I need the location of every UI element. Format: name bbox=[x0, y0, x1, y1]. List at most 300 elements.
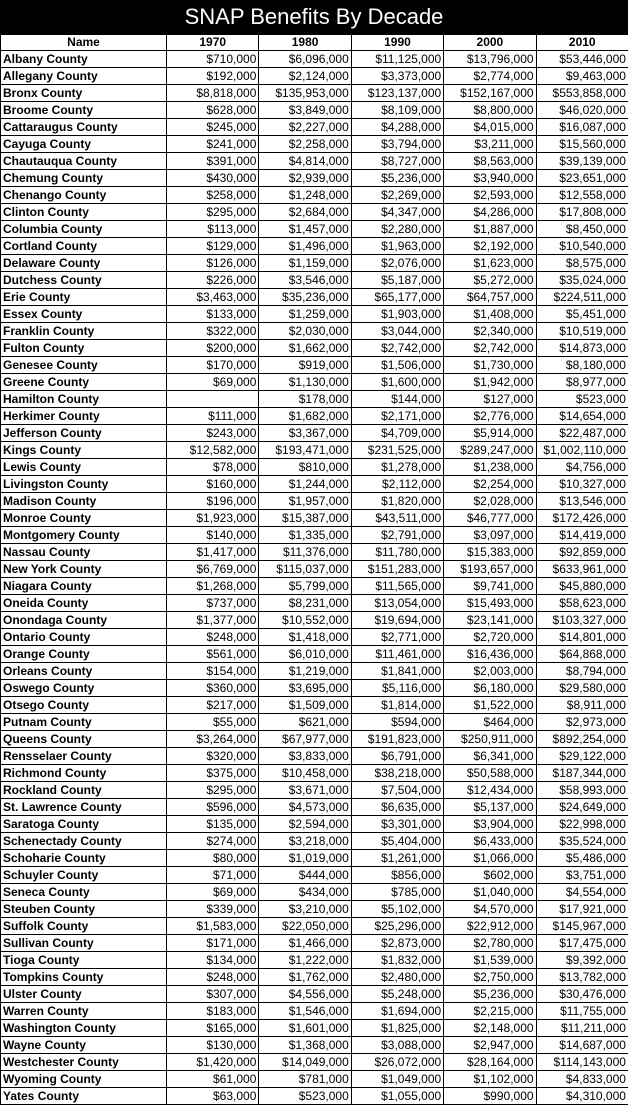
value-1980-cell: $2,684,000 bbox=[259, 204, 351, 221]
county-name-cell: Seneca County bbox=[1, 884, 167, 901]
value-2010-cell: $15,560,000 bbox=[536, 136, 628, 153]
table-row bbox=[1, 170, 628, 187]
county-name-cell: Chemung County bbox=[1, 170, 167, 187]
value-1980-cell: $2,124,000 bbox=[259, 68, 351, 85]
value-1980-cell: $3,849,000 bbox=[259, 102, 351, 119]
value-1970-cell: $69,000 bbox=[167, 374, 259, 391]
value-1970-cell: $245,000 bbox=[167, 119, 259, 136]
value-2000-cell: $5,236,000 bbox=[444, 986, 536, 1003]
value-1970-cell: $360,000 bbox=[167, 680, 259, 697]
value-1980-cell: $1,509,000 bbox=[259, 697, 351, 714]
county-name-cell: Genesee County bbox=[1, 357, 167, 374]
value-1990-cell: $11,780,000 bbox=[351, 544, 443, 561]
county-name-cell: Erie County bbox=[1, 289, 167, 306]
county-name-cell: Bronx County bbox=[1, 85, 167, 102]
county-name-cell: Sullivan County bbox=[1, 935, 167, 952]
value-1980-cell: $1,496,000 bbox=[259, 238, 351, 255]
table-row bbox=[1, 340, 628, 357]
value-1990-cell: $3,044,000 bbox=[351, 323, 443, 340]
county-name-cell: Kings County bbox=[1, 442, 167, 459]
value-2010-cell: $5,486,000 bbox=[536, 850, 628, 867]
value-2000-cell: $13,796,000 bbox=[444, 51, 536, 68]
value-1990-cell: $11,125,000 bbox=[351, 51, 443, 68]
value-2010-cell: $4,554,000 bbox=[536, 884, 628, 901]
table-row bbox=[1, 391, 628, 408]
table-row bbox=[1, 527, 628, 544]
county-name-cell: Saratoga County bbox=[1, 816, 167, 833]
value-1990-cell: $1,903,000 bbox=[351, 306, 443, 323]
table-row bbox=[1, 204, 628, 221]
value-1990-cell: $1,841,000 bbox=[351, 663, 443, 680]
value-1970-cell: $1,923,000 bbox=[167, 510, 259, 527]
table-row bbox=[1, 68, 628, 85]
value-2010-cell: $553,858,000 bbox=[536, 85, 628, 102]
value-1990-cell: $1,832,000 bbox=[351, 952, 443, 969]
value-1970-cell: $320,000 bbox=[167, 748, 259, 765]
value-1980-cell: $1,259,000 bbox=[259, 306, 351, 323]
value-1970-cell: $8,818,000 bbox=[167, 85, 259, 102]
table-row bbox=[1, 765, 628, 782]
county-name-cell: Otsego County bbox=[1, 697, 167, 714]
table-row bbox=[1, 323, 628, 340]
value-2010-cell: $10,519,000 bbox=[536, 323, 628, 340]
value-1990-cell: $856,000 bbox=[351, 867, 443, 884]
value-2000-cell: $2,148,000 bbox=[444, 1020, 536, 1037]
value-1980-cell: $434,000 bbox=[259, 884, 351, 901]
column-header-2010: 2010 bbox=[536, 35, 628, 51]
value-1970-cell: $61,000 bbox=[167, 1071, 259, 1088]
table-row bbox=[1, 748, 628, 765]
table-row bbox=[1, 459, 628, 476]
table-title: SNAP Benefits By Decade bbox=[0, 0, 628, 34]
value-2010-cell: $30,476,000 bbox=[536, 986, 628, 1003]
value-1970-cell: $133,000 bbox=[167, 306, 259, 323]
value-2010-cell: $4,833,000 bbox=[536, 1071, 628, 1088]
value-1970-cell: $71,000 bbox=[167, 867, 259, 884]
county-name-cell: Richmond County bbox=[1, 765, 167, 782]
table-row bbox=[1, 493, 628, 510]
column-header-1970: 1970 bbox=[167, 35, 259, 51]
county-name-cell: Oneida County bbox=[1, 595, 167, 612]
value-2000-cell: $1,887,000 bbox=[444, 221, 536, 238]
value-1980-cell: $2,594,000 bbox=[259, 816, 351, 833]
value-1980-cell: $3,546,000 bbox=[259, 272, 351, 289]
value-1980-cell: $2,258,000 bbox=[259, 136, 351, 153]
value-1970-cell: $130,000 bbox=[167, 1037, 259, 1054]
value-1990-cell: $1,506,000 bbox=[351, 357, 443, 374]
table-body bbox=[1, 51, 628, 1105]
table-row bbox=[1, 119, 628, 136]
county-name-cell: Essex County bbox=[1, 306, 167, 323]
value-2010-cell: $145,967,000 bbox=[536, 918, 628, 935]
value-1980-cell: $810,000 bbox=[259, 459, 351, 476]
value-1970-cell: $307,000 bbox=[167, 986, 259, 1003]
table-row bbox=[1, 799, 628, 816]
value-1970-cell: $295,000 bbox=[167, 204, 259, 221]
county-name-cell: Dutchess County bbox=[1, 272, 167, 289]
value-1970-cell: $248,000 bbox=[167, 969, 259, 986]
value-1980-cell: $4,814,000 bbox=[259, 153, 351, 170]
value-1990-cell: $5,248,000 bbox=[351, 986, 443, 1003]
value-2000-cell: $28,164,000 bbox=[444, 1054, 536, 1071]
county-name-cell: Yates County bbox=[1, 1088, 167, 1105]
value-2010-cell: $13,546,000 bbox=[536, 493, 628, 510]
value-2000-cell: $1,066,000 bbox=[444, 850, 536, 867]
value-1970-cell: $322,000 bbox=[167, 323, 259, 340]
value-1990-cell: $1,825,000 bbox=[351, 1020, 443, 1037]
table-row bbox=[1, 476, 628, 493]
value-2010-cell: $17,475,000 bbox=[536, 935, 628, 952]
value-1970-cell: $248,000 bbox=[167, 629, 259, 646]
value-1980-cell: $621,000 bbox=[259, 714, 351, 731]
value-1970-cell: $628,000 bbox=[167, 102, 259, 119]
value-2010-cell: $187,344,000 bbox=[536, 765, 628, 782]
county-name-cell: Suffolk County bbox=[1, 918, 167, 935]
value-2000-cell: $64,757,000 bbox=[444, 289, 536, 306]
value-1990-cell: $11,461,000 bbox=[351, 646, 443, 663]
table-row bbox=[1, 867, 628, 884]
value-1990-cell: $26,072,000 bbox=[351, 1054, 443, 1071]
table-row bbox=[1, 782, 628, 799]
table-row bbox=[1, 425, 628, 442]
value-2010-cell: $29,122,000 bbox=[536, 748, 628, 765]
value-1990-cell: $13,054,000 bbox=[351, 595, 443, 612]
value-2010-cell: $8,180,000 bbox=[536, 357, 628, 374]
value-1990-cell: $3,088,000 bbox=[351, 1037, 443, 1054]
county-name-cell: Putnam County bbox=[1, 714, 167, 731]
table-row bbox=[1, 374, 628, 391]
value-1980-cell: $6,096,000 bbox=[259, 51, 351, 68]
value-2010-cell: $4,756,000 bbox=[536, 459, 628, 476]
value-1990-cell: $65,177,000 bbox=[351, 289, 443, 306]
county-name-cell: Onondaga County bbox=[1, 612, 167, 629]
value-1980-cell: $2,227,000 bbox=[259, 119, 351, 136]
value-2010-cell: $46,020,000 bbox=[536, 102, 628, 119]
snap-benefits-table bbox=[0, 34, 628, 1105]
value-1990-cell: $2,076,000 bbox=[351, 255, 443, 272]
value-1990-cell: $4,288,000 bbox=[351, 119, 443, 136]
county-name-cell: Columbia County bbox=[1, 221, 167, 238]
table-row bbox=[1, 918, 628, 935]
value-2010-cell: $5,451,000 bbox=[536, 306, 628, 323]
value-1990-cell: $1,278,000 bbox=[351, 459, 443, 476]
value-1990-cell: $2,873,000 bbox=[351, 935, 443, 952]
value-1990-cell: $594,000 bbox=[351, 714, 443, 731]
value-2010-cell: $13,782,000 bbox=[536, 969, 628, 986]
county-name-cell: Hamilton County bbox=[1, 391, 167, 408]
value-2000-cell: $2,947,000 bbox=[444, 1037, 536, 1054]
value-1980-cell: $3,218,000 bbox=[259, 833, 351, 850]
value-1990-cell: $19,694,000 bbox=[351, 612, 443, 629]
value-2010-cell: $172,426,000 bbox=[536, 510, 628, 527]
table-row bbox=[1, 408, 628, 425]
value-1970-cell: $596,000 bbox=[167, 799, 259, 816]
county-name-cell: Madison County bbox=[1, 493, 167, 510]
value-2010-cell: $224,511,000 bbox=[536, 289, 628, 306]
value-1980-cell: $1,466,000 bbox=[259, 935, 351, 952]
value-1980-cell: $1,457,000 bbox=[259, 221, 351, 238]
value-1990-cell: $5,404,000 bbox=[351, 833, 443, 850]
table-row bbox=[1, 85, 628, 102]
value-1970-cell: $129,000 bbox=[167, 238, 259, 255]
value-1970-cell: $243,000 bbox=[167, 425, 259, 442]
value-2000-cell: $6,341,000 bbox=[444, 748, 536, 765]
table-row bbox=[1, 935, 628, 952]
value-2010-cell: $12,558,000 bbox=[536, 187, 628, 204]
value-1980-cell: $1,159,000 bbox=[259, 255, 351, 272]
value-1990-cell: $3,301,000 bbox=[351, 816, 443, 833]
value-1980-cell: $135,953,000 bbox=[259, 85, 351, 102]
value-1990-cell: $2,742,000 bbox=[351, 340, 443, 357]
value-2000-cell: $12,434,000 bbox=[444, 782, 536, 799]
county-name-cell: Wyoming County bbox=[1, 1071, 167, 1088]
value-2010-cell: $8,450,000 bbox=[536, 221, 628, 238]
value-1980-cell: $1,130,000 bbox=[259, 374, 351, 391]
value-2010-cell: $58,993,000 bbox=[536, 782, 628, 799]
value-2000-cell: $1,623,000 bbox=[444, 255, 536, 272]
county-name-cell: Rensselaer County bbox=[1, 748, 167, 765]
value-1990-cell: $5,102,000 bbox=[351, 901, 443, 918]
table-row bbox=[1, 238, 628, 255]
value-2000-cell: $15,493,000 bbox=[444, 595, 536, 612]
value-2000-cell: $2,003,000 bbox=[444, 663, 536, 680]
value-1980-cell: $1,368,000 bbox=[259, 1037, 351, 1054]
value-1980-cell: $1,219,000 bbox=[259, 663, 351, 680]
value-2010-cell: $17,921,000 bbox=[536, 901, 628, 918]
value-2010-cell: $35,524,000 bbox=[536, 833, 628, 850]
value-2010-cell: $103,327,000 bbox=[536, 612, 628, 629]
county-name-cell: New York County bbox=[1, 561, 167, 578]
value-1980-cell: $3,695,000 bbox=[259, 680, 351, 697]
value-1980-cell: $4,556,000 bbox=[259, 986, 351, 1003]
value-1980-cell: $22,050,000 bbox=[259, 918, 351, 935]
value-1980-cell: $2,030,000 bbox=[259, 323, 351, 340]
value-2000-cell: $2,192,000 bbox=[444, 238, 536, 255]
value-2000-cell: $5,914,000 bbox=[444, 425, 536, 442]
table-row bbox=[1, 357, 628, 374]
value-1970-cell: $561,000 bbox=[167, 646, 259, 663]
table-row bbox=[1, 884, 628, 901]
value-2010-cell: $14,419,000 bbox=[536, 527, 628, 544]
value-1980-cell: $14,049,000 bbox=[259, 1054, 351, 1071]
value-2000-cell: $4,015,000 bbox=[444, 119, 536, 136]
value-2000-cell: $2,028,000 bbox=[444, 493, 536, 510]
value-1990-cell: $25,296,000 bbox=[351, 918, 443, 935]
value-2010-cell: $4,310,000 bbox=[536, 1088, 628, 1105]
value-1990-cell: $1,055,000 bbox=[351, 1088, 443, 1105]
value-1970-cell: $12,582,000 bbox=[167, 442, 259, 459]
county-name-cell: Broome County bbox=[1, 102, 167, 119]
column-header-name: Name bbox=[1, 35, 167, 51]
value-2000-cell: $4,286,000 bbox=[444, 204, 536, 221]
table-row bbox=[1, 986, 628, 1003]
column-header-1980: 1980 bbox=[259, 35, 351, 51]
value-1970-cell: $274,000 bbox=[167, 833, 259, 850]
county-name-cell: Chenango County bbox=[1, 187, 167, 204]
value-1980-cell: $3,367,000 bbox=[259, 425, 351, 442]
county-name-cell: Cayuga County bbox=[1, 136, 167, 153]
value-2000-cell: $152,167,000 bbox=[444, 85, 536, 102]
value-2000-cell: $2,593,000 bbox=[444, 187, 536, 204]
value-1980-cell: $8,231,000 bbox=[259, 595, 351, 612]
value-1990-cell: $2,280,000 bbox=[351, 221, 443, 238]
value-1980-cell: $1,248,000 bbox=[259, 187, 351, 204]
value-1990-cell: $1,600,000 bbox=[351, 374, 443, 391]
value-1980-cell: $10,552,000 bbox=[259, 612, 351, 629]
value-1970-cell: $200,000 bbox=[167, 340, 259, 357]
table-row bbox=[1, 255, 628, 272]
value-1970-cell: $1,583,000 bbox=[167, 918, 259, 935]
value-1990-cell: $3,794,000 bbox=[351, 136, 443, 153]
county-name-cell: Fulton County bbox=[1, 340, 167, 357]
value-1980-cell: $523,000 bbox=[259, 1088, 351, 1105]
value-1980-cell: $1,682,000 bbox=[259, 408, 351, 425]
county-name-cell: Ulster County bbox=[1, 986, 167, 1003]
value-2000-cell: $8,563,000 bbox=[444, 153, 536, 170]
value-1970-cell: $135,000 bbox=[167, 816, 259, 833]
value-2000-cell: $289,247,000 bbox=[444, 442, 536, 459]
value-1980-cell: $444,000 bbox=[259, 867, 351, 884]
value-2010-cell: $64,868,000 bbox=[536, 646, 628, 663]
county-name-cell: Niagara County bbox=[1, 578, 167, 595]
value-1980-cell: $1,601,000 bbox=[259, 1020, 351, 1037]
value-1990-cell: $6,791,000 bbox=[351, 748, 443, 765]
value-1980-cell: $1,418,000 bbox=[259, 629, 351, 646]
value-1990-cell: $2,791,000 bbox=[351, 527, 443, 544]
value-1980-cell: $67,977,000 bbox=[259, 731, 351, 748]
county-name-cell: Lewis County bbox=[1, 459, 167, 476]
value-2000-cell: $2,774,000 bbox=[444, 68, 536, 85]
value-1970-cell: $1,377,000 bbox=[167, 612, 259, 629]
value-1970-cell: $3,264,000 bbox=[167, 731, 259, 748]
county-name-cell: Steuben County bbox=[1, 901, 167, 918]
value-2000-cell: $2,720,000 bbox=[444, 629, 536, 646]
value-1980-cell: $1,244,000 bbox=[259, 476, 351, 493]
value-1990-cell: $11,565,000 bbox=[351, 578, 443, 595]
table-row bbox=[1, 680, 628, 697]
value-2010-cell: $9,463,000 bbox=[536, 68, 628, 85]
column-header-2000: 2000 bbox=[444, 35, 536, 51]
value-1980-cell: $919,000 bbox=[259, 357, 351, 374]
value-1990-cell: $785,000 bbox=[351, 884, 443, 901]
table-row bbox=[1, 731, 628, 748]
value-1990-cell: $1,820,000 bbox=[351, 493, 443, 510]
value-2000-cell: $2,254,000 bbox=[444, 476, 536, 493]
value-1980-cell: $1,957,000 bbox=[259, 493, 351, 510]
value-2000-cell: $6,433,000 bbox=[444, 833, 536, 850]
value-2000-cell: $16,436,000 bbox=[444, 646, 536, 663]
value-1980-cell: $3,210,000 bbox=[259, 901, 351, 918]
value-2010-cell: $39,139,000 bbox=[536, 153, 628, 170]
value-1980-cell: $10,458,000 bbox=[259, 765, 351, 782]
value-1990-cell: $2,269,000 bbox=[351, 187, 443, 204]
value-2010-cell: $8,575,000 bbox=[536, 255, 628, 272]
value-2010-cell: $1,002,110,000 bbox=[536, 442, 628, 459]
value-1980-cell: $115,037,000 bbox=[259, 561, 351, 578]
value-2010-cell: $14,687,000 bbox=[536, 1037, 628, 1054]
table-row bbox=[1, 833, 628, 850]
value-2000-cell: $3,940,000 bbox=[444, 170, 536, 187]
county-name-cell: Ontario County bbox=[1, 629, 167, 646]
county-name-cell: Washington County bbox=[1, 1020, 167, 1037]
county-name-cell: Albany County bbox=[1, 51, 167, 68]
value-1970-cell: $710,000 bbox=[167, 51, 259, 68]
county-name-cell: Orleans County bbox=[1, 663, 167, 680]
county-name-cell: Delaware County bbox=[1, 255, 167, 272]
value-2000-cell: $3,904,000 bbox=[444, 816, 536, 833]
value-1970-cell: $171,000 bbox=[167, 935, 259, 952]
value-1970-cell: $1,420,000 bbox=[167, 1054, 259, 1071]
value-1970-cell: $69,000 bbox=[167, 884, 259, 901]
value-1970-cell: $391,000 bbox=[167, 153, 259, 170]
value-2000-cell: $50,588,000 bbox=[444, 765, 536, 782]
table-row bbox=[1, 1054, 628, 1071]
table-row bbox=[1, 1088, 628, 1105]
table-row bbox=[1, 850, 628, 867]
value-1990-cell: $6,635,000 bbox=[351, 799, 443, 816]
county-name-cell: Allegany County bbox=[1, 68, 167, 85]
value-2000-cell: $5,137,000 bbox=[444, 799, 536, 816]
table-row bbox=[1, 578, 628, 595]
table-row bbox=[1, 187, 628, 204]
value-1970-cell: $134,000 bbox=[167, 952, 259, 969]
value-1980-cell: $1,762,000 bbox=[259, 969, 351, 986]
table-row bbox=[1, 714, 628, 731]
value-1990-cell: $8,109,000 bbox=[351, 102, 443, 119]
value-1970-cell: $55,000 bbox=[167, 714, 259, 731]
value-2010-cell: $2,973,000 bbox=[536, 714, 628, 731]
value-2000-cell: $8,800,000 bbox=[444, 102, 536, 119]
value-2000-cell: $1,238,000 bbox=[444, 459, 536, 476]
table-row bbox=[1, 221, 628, 238]
county-name-cell: Greene County bbox=[1, 374, 167, 391]
table-row bbox=[1, 663, 628, 680]
value-2010-cell: $35,024,000 bbox=[536, 272, 628, 289]
value-2010-cell: $53,446,000 bbox=[536, 51, 628, 68]
value-1990-cell: $2,771,000 bbox=[351, 629, 443, 646]
value-2010-cell: $29,580,000 bbox=[536, 680, 628, 697]
table-row bbox=[1, 306, 628, 323]
county-name-cell: Clinton County bbox=[1, 204, 167, 221]
value-1990-cell: $1,814,000 bbox=[351, 697, 443, 714]
value-2010-cell: $16,087,000 bbox=[536, 119, 628, 136]
value-1980-cell: $781,000 bbox=[259, 1071, 351, 1088]
value-1990-cell: $144,000 bbox=[351, 391, 443, 408]
table-row bbox=[1, 153, 628, 170]
value-1970-cell: $196,000 bbox=[167, 493, 259, 510]
value-2010-cell: $14,801,000 bbox=[536, 629, 628, 646]
value-1970-cell: $430,000 bbox=[167, 170, 259, 187]
value-2010-cell: $22,487,000 bbox=[536, 425, 628, 442]
value-2000-cell: $2,340,000 bbox=[444, 323, 536, 340]
table-row bbox=[1, 646, 628, 663]
table-row bbox=[1, 1071, 628, 1088]
value-1990-cell: $123,137,000 bbox=[351, 85, 443, 102]
value-2000-cell: $1,040,000 bbox=[444, 884, 536, 901]
county-name-cell: Cortland County bbox=[1, 238, 167, 255]
county-name-cell: Cattaraugus County bbox=[1, 119, 167, 136]
value-2010-cell: $8,911,000 bbox=[536, 697, 628, 714]
value-2010-cell: $17,808,000 bbox=[536, 204, 628, 221]
county-name-cell: Herkimer County bbox=[1, 408, 167, 425]
table-row bbox=[1, 544, 628, 561]
value-1980-cell: $178,000 bbox=[259, 391, 351, 408]
value-1970-cell: $295,000 bbox=[167, 782, 259, 799]
value-2000-cell: $464,000 bbox=[444, 714, 536, 731]
value-1980-cell: $6,010,000 bbox=[259, 646, 351, 663]
county-name-cell: Schoharie County bbox=[1, 850, 167, 867]
value-1990-cell: $5,116,000 bbox=[351, 680, 443, 697]
